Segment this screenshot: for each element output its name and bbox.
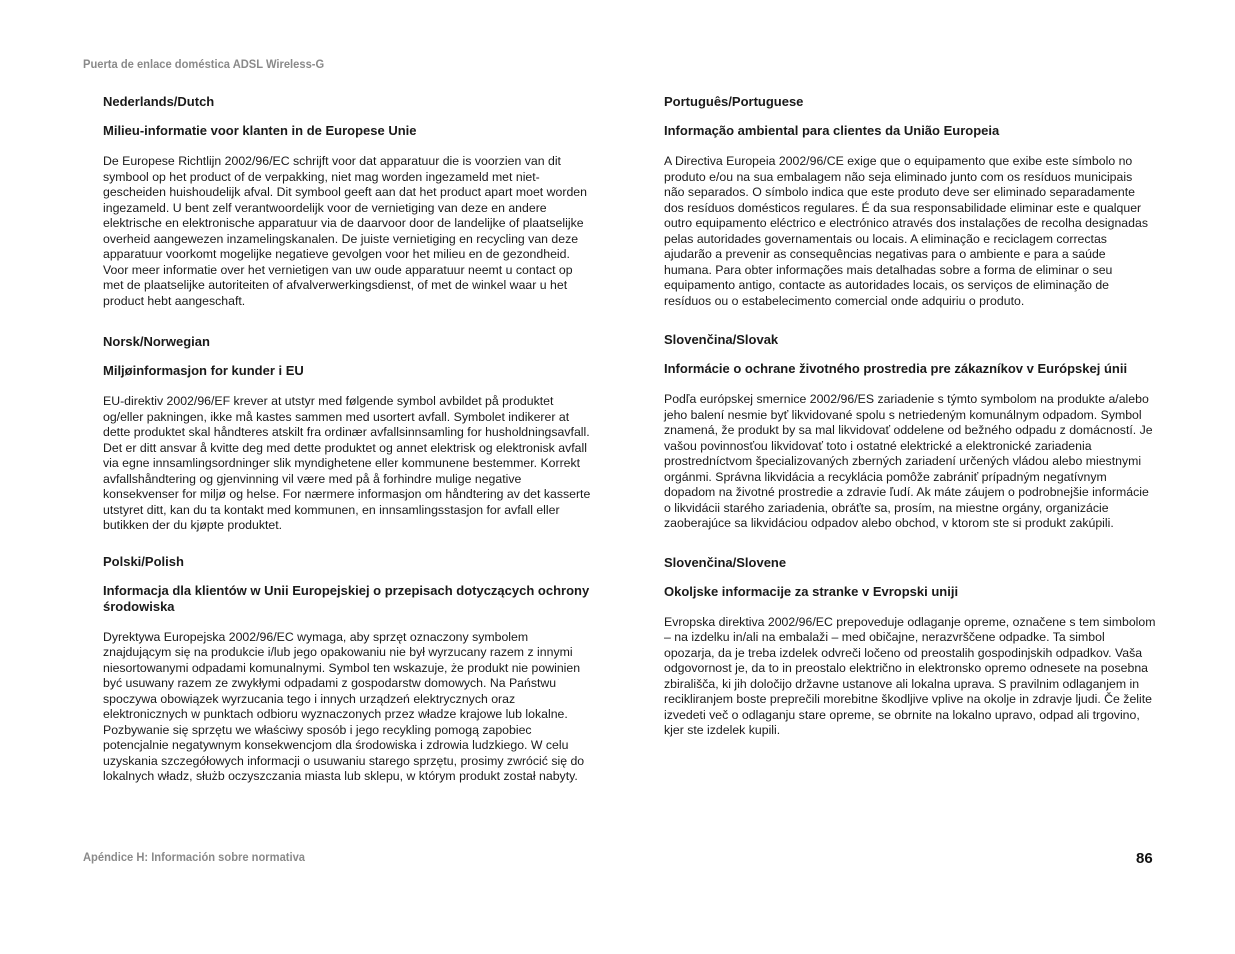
left-column — [103, 93, 595, 785]
section-heading: Milieu-informatie voor klanten in de Europese Unie — [103, 123, 417, 138]
running-footer: Apéndice H: Información sobre normativa — [83, 850, 306, 864]
section-portuguese — [664, 93, 1156, 309]
language-title: Português/Portuguese — [664, 94, 804, 109]
section-body: A Directiva Europeia 2002/96/CE exige que o equipamento que exibe este símbolo no produto e/ou na sua embalagem não seja eliminado junto com os resíduos municipais não separados. O símbolo indica que este produto deve ser eliminado separadamente dos resíduos domésticos regulares. É da sua responsabilidade eliminar este e qualquer outro equipamento eléctrico e electrónico através dos instalações de recolha designadas pelas autoridades governamentais ou locais. A eliminação e reciclagem correctas ajudarão a prevenir as consequências negativas para o ambiente e para a saúde humana. Para obter informações mais detalhadas sobre a forma de eliminar o seu equipamento antigo, contacte as autoridades locais, os serviços de eliminação de resíduos ou o estabelecimento comercial onde adquiriu o produto. — [664, 154, 1148, 308]
section-body: EU-direktiv 2002/96/EF krever at utstyr med følgende symbol avbildet på produktet og/eller pakningen, ikke må kastes sammen med usortert avfall. Symbolet indikerer at dette produktet skal håndteres atskilt fra ordinær avfallsinnsamling for husholdningsavfall. Det er ditt ansvar å kvitte deg med dette produktet og annet elektrisk og elektronisk avfall via egne innsamlingsordninger slik myndighetene eller kommunene bestemmer. Korrekt avfallshåndtering og gjenvinning vil være med på å forhindre mulige negative konsekvenser for miljø og helse. For nærmere informasjon om håndtering av det kasserte utstyret ditt, kan du ta kontakt med kommunen, en innsamlingsstasjon for avfall eller butikken der du kjøpte produktet. — [103, 394, 591, 532]
section-dutch — [103, 93, 595, 309]
running-header: Puerta de enlace doméstica ADSL Wireless-G — [83, 57, 325, 71]
language-title: Nederlands/Dutch — [103, 94, 215, 109]
section-heading: Informácie o ochrane životného prostredia pre zákazníkov v Európskej únii — [664, 361, 1128, 376]
section-heading: Informacja dla klientów w Unii Europejskiej o przepisach dotyczących ochrony środowiska — [103, 582, 590, 614]
section-heading: Informação ambiental para clientes da União Europeia — [664, 123, 1000, 138]
section-norwegian — [103, 333, 595, 534]
section-heading: Miljøinformasjon for kunder i EU — [103, 363, 304, 378]
section-body: De Europese Richtlijn 2002/96/EC schrijft voor dat apparatuur die is voorzien van dit symbool op het product of de verpakking, niet mag worden ingezameld met niet-gescheiden huishoudelijk afval. Dit symbool geeft aan dat het product apart moet worden ingezameld. U bent zelf verantwoordelijk voor de vernietiging van deze en andere elektrische en elektronische apparatuur via de daarvoor door de landelijke of plaatselijke overheid aangewezen inzamelingskanalen. De juiste vernietiging en recycling van deze apparatuur voorkomt mogelijke negatieve gevolgen voor het milieu en de gezondheid. Voor meer informatie over het vernietigen van uw oude apparatuur neemt u contact op met de plaatselijke autoriteiten of afvalverwerkingsdienst, of met de winkel waar u het product hebt aangeschaft. — [103, 154, 587, 308]
language-title: Slovenčina/Slovak — [664, 332, 779, 347]
page-number: 86 — [1136, 850, 1153, 867]
language-title: Norsk/Norwegian — [103, 334, 210, 349]
section-slovak — [664, 331, 1156, 532]
section-heading: Okoljske informacije za stranke v Evropski uniji — [664, 583, 959, 599]
section-body: Evropska direktiva 2002/96/EC prepoveduje odlaganje opreme, označene s tem simbolom – na izdelku in/ali na embalaži – med običajne, nerazvrščene odpadke. Ta simbol opozarja, da je treba izdelek odvreči ločeno od preostalih gospodinjskih odpadkov. Vaša odgovornost je, da to in preostalo električno in elektronsko opremo odnesete na posebna zbirališča, ki jih določijo državne ustanove ali lokalna uprava. S pravilnim odlaganjem in recikliranjem boste preprečili morebitne škodljive vplive na okolje in zdravje ljudi. Če želite izvedeti več o odlaganju stare opreme, se obrnite na lokalno upravo, odpad ali trgovino, kjer ste izdelek kupili. — [664, 614, 1156, 737]
section-polish — [103, 553, 595, 785]
language-title: Slovenčina/Slovene — [664, 554, 787, 570]
language-title: Polski/Polish — [103, 553, 184, 569]
right-column — [664, 93, 1156, 739]
section-body: Dyrektywa Europejska 2002/96/EC wymaga, aby sprzęt oznaczony symbolem znajdującym się na produkcie i/lub jego opakowaniu nie był wyrzucany razem z innymi niesortowanymi odpadami komunalnymi. Symbol ten wskazuje, że produkt nie powinien być usuwany razem ze zwykłymi odpadami z gospodarstw domowych. Na Państwu spoczywa obowiązek wyrzucania tego i innych urządzeń elektrycznych oraz elektronicznych w punktach odbioru wyznaczonych przez władze krajowe lub lokalne. Pozbywanie się sprzętu we właściwy sposób i jego recykling pomogą zapobiec potencjalnie negatywnym konsekwencjom dla środowiska i zdrowia ludzkiego. W celu uzyskania szczegółowych informacji o usuwaniu starego sprzętu, prosimy zwrócić się do lokalnych władz, służb oczyszczania miasta lub sklepu, w którym produkt został nabyty. — [103, 629, 585, 783]
section-slovene — [664, 554, 1156, 739]
section-body: Podľa európskej smernice 2002/96/ES zariadenie s týmto symbolom na produkte a/alebo jeho balení nesmie byť likvidované spolu s netriedeným komunálnym odpadom. Symbol znamená, že produkt by sa mal likvidovať oddelene od bežného odpadu z domácností. Je vašou povinnosťou likvidovať toto i ostatné elektrické a elektronické zariadenia prostredníctvom špecializovaných zberných zariadení určených vládou alebo miestnymi orgánmi. Správna likvidácia a recyklácia pomôže zabrániť prípadným negatívnym dopadom na životné prostredie a zdravie ľudí. Ak máte záujem o podrobnejšie informácie o likvidácii starého zariadenia, obráťte sa, prosím, na miestne orgány, organizácie zaoberajúce sa likvidáciou odpadov alebo obchod, v ktorom ste si produkt zakúpili. — [664, 392, 1153, 530]
